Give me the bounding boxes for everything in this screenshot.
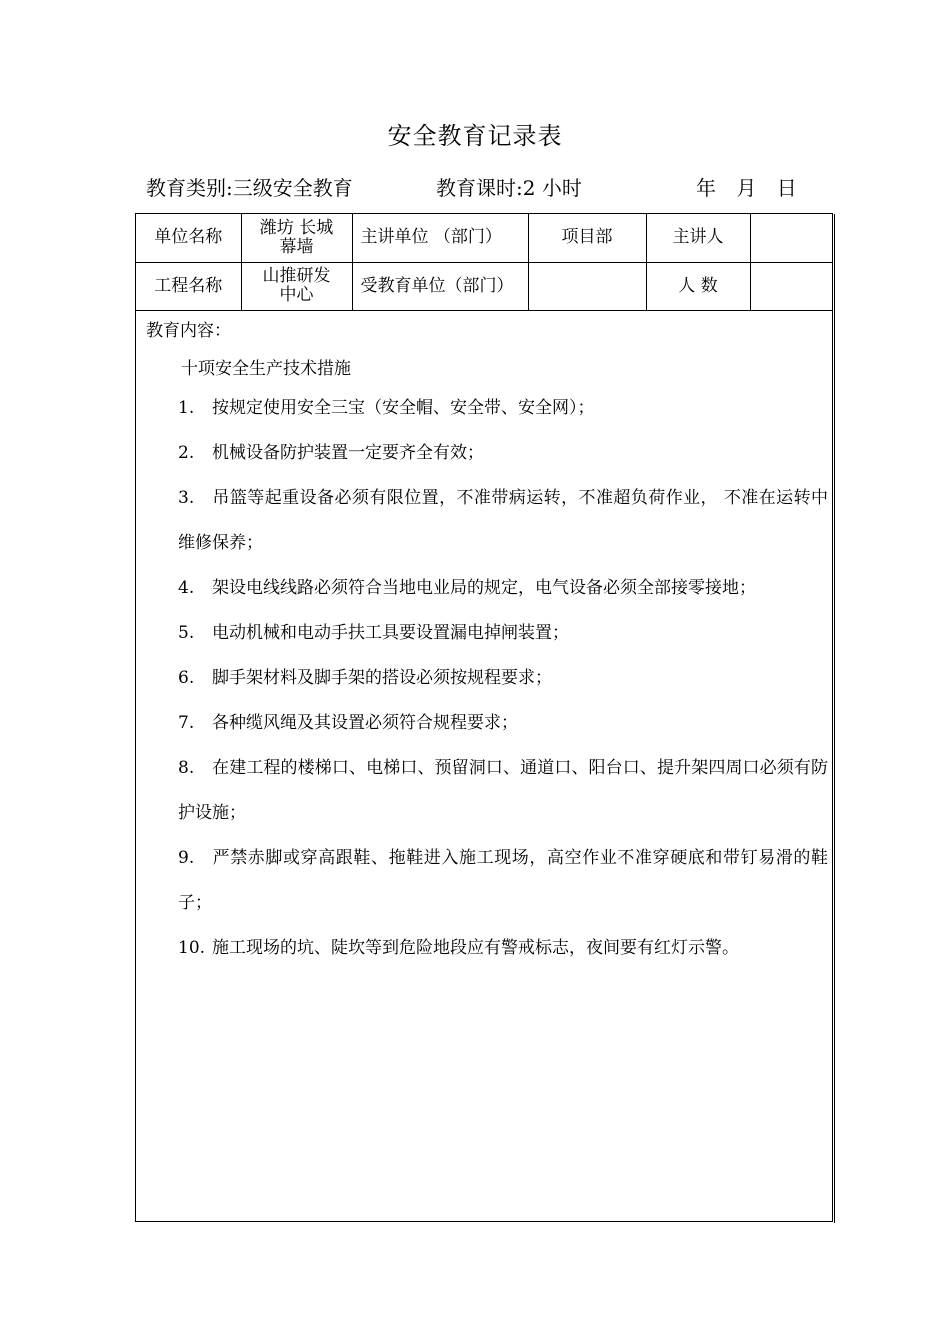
list-item (178, 701, 828, 746)
list-item (178, 746, 828, 836)
unit-name-label: 单位名称 (136, 214, 241, 262)
project-name-text: 山推研发中心 (262, 266, 331, 305)
item-text: 脚手架材料及脚手架的搭设必须按规程要求； (212, 668, 552, 688)
item-number: 3. (178, 488, 195, 508)
info-table (136, 214, 833, 311)
headcount-value (750, 262, 833, 310)
unit-name-value (241, 214, 352, 262)
list-item (178, 611, 828, 656)
item-number: 6. (178, 668, 195, 688)
headcount-label: 人 数 (646, 262, 750, 310)
project-name-value (241, 262, 352, 310)
date-field: 年 月 日 (696, 176, 797, 200)
trainee-unit-value (528, 262, 646, 310)
list-item (178, 386, 828, 431)
table-row (136, 262, 833, 310)
project-name-label: 工程名称 (136, 262, 241, 310)
lecturer-value (750, 214, 833, 262)
item-number: 9. (178, 848, 195, 868)
item-text: 机械设备防护装置一定要齐全有效； (212, 443, 484, 463)
education-hours: 教育课时:2 小时 (436, 176, 582, 200)
item-text: 严禁赤脚或穿高跟鞋、拖鞋进入施工现场，高空作业不准穿硬底和带钉易滑的鞋子； (178, 848, 828, 913)
item-number: 5. (178, 623, 195, 643)
item-number: 8. (178, 758, 195, 778)
list-item (178, 431, 828, 476)
item-text: 各种缆风绳及其设置必须符合规程要求； (212, 713, 518, 733)
lecturer-unit-label: 主讲单位 （部门） (352, 214, 528, 262)
item-text: 吊篮等起重设备必须有限位置，不准带病运转，不准超负荷作业， 不准在运转中维修保养； (178, 488, 828, 553)
unit-name-text: 潍坊 长城幕墙 (259, 217, 334, 257)
list-item (178, 926, 828, 971)
item-number: 1. (178, 398, 195, 418)
lecturer-unit-value: 项目部 (528, 214, 646, 262)
item-text: 按规定使用安全三宝（安全帽、安全带、安全网）； (212, 398, 595, 418)
list-item (178, 476, 828, 566)
item-text: 在建工程的楼梯口、电梯口、预留洞口、通道口、阳台口、提升架四周口必须有防护设施； (178, 758, 828, 823)
document-title: 安全教育记录表 (387, 122, 563, 150)
list-item (178, 656, 828, 701)
item-text: 架设电线线路必须符合当地电业局的规定，电气设备必须全部接零接地； (212, 578, 756, 598)
list-item (178, 836, 828, 926)
list-item (178, 566, 828, 611)
item-number: 2. (178, 443, 195, 463)
item-text: 施工现场的坑、陡坎等到危险地段应有警戒标志，夜间要有红灯示警。 (212, 938, 739, 958)
item-number: 7. (178, 713, 195, 733)
item-number: 4. (178, 578, 195, 598)
lecturer-label: 主讲人 (646, 214, 750, 262)
item-text: 电动机械和电动手扶工具要设置漏电掉闸装置； (212, 623, 569, 643)
content-heading: 十项安全生产技术措施 (181, 359, 351, 379)
item-number: 10. (178, 938, 206, 958)
content-label: 教育内容： (146, 321, 231, 341)
trainee-unit-label: 受教育单位（部门） (352, 262, 528, 310)
table-row (136, 214, 833, 262)
measures-list (178, 386, 828, 971)
record-form (135, 213, 833, 1222)
education-category: 教育类别:三级安全教育 (146, 176, 353, 200)
